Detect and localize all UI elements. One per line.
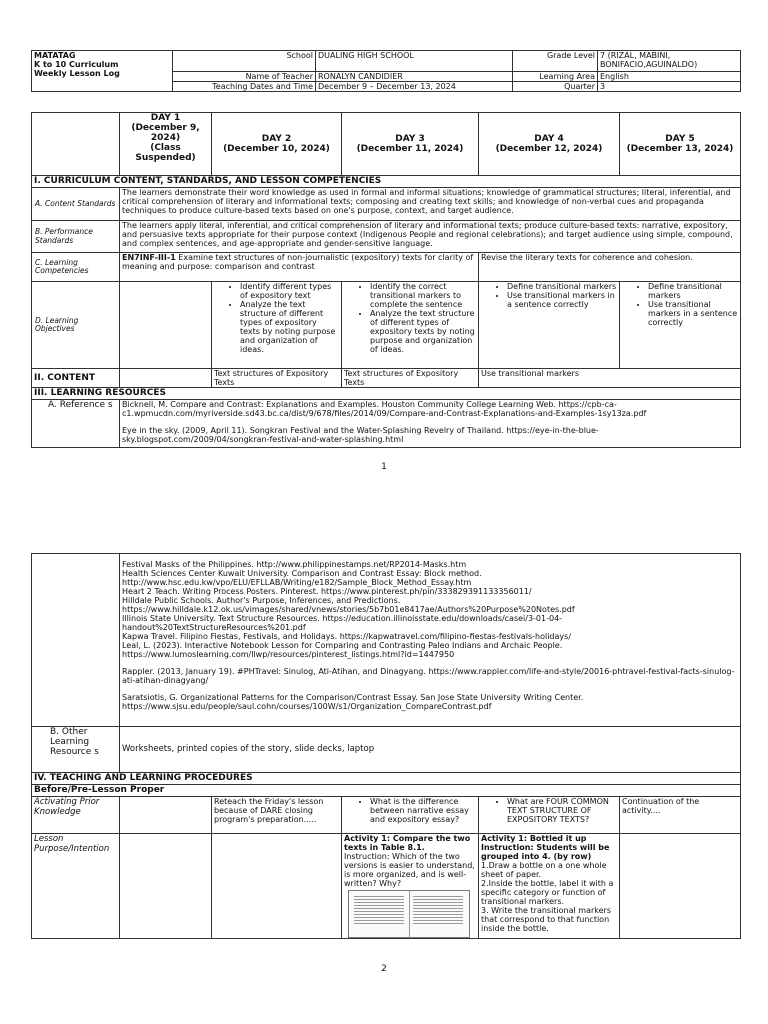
- references-label: A. Reference s: [32, 400, 120, 448]
- content-day45: Use transitional markers: [479, 369, 741, 388]
- list-item: • Analyze the text structure of different types of expository texts by noting purpose and organization of ideas.: [240, 300, 339, 354]
- dates-label: Teaching Dates and Time: [173, 82, 316, 92]
- list-item: • Identify different types of expository text: [240, 282, 339, 300]
- list-item: • Define transitional markers: [507, 282, 617, 291]
- purpose-day4: [479, 834, 620, 939]
- content-day2: Text structures of Expository Texts: [212, 369, 342, 388]
- activating-day2: Reteach the Friday's lesson because of DARE closing program's preparation.....: [212, 797, 342, 834]
- activating-day4: [479, 797, 620, 834]
- content-standards-text: The learners demonstrate their word knowledge as used in formal and informal situations; knowledge of grammatical structures; literal, inferential, and critical comprehension of literary and informational texts; composing and creating text skills; and knowledge of non-verbal cues and propaganda techniques to produce culture-based texts based on one's purpose, context, and target audience.: [120, 188, 741, 221]
- content-day1: [120, 369, 212, 388]
- section3-title: III. LEARNING RESOURCES: [32, 388, 741, 400]
- list-item: 1.Draw a bottle on a one whole sheet of paper.: [481, 861, 607, 879]
- blank-corner-cell: [32, 113, 120, 176]
- other-resources-text: Worksheets, printed copies of the story, slide decks, laptop: [120, 727, 741, 773]
- list-item: • Analyze the text structure of different types of expository texts by noting purpose and organization of ideas.: [370, 309, 476, 354]
- area-label: Learning Area: [513, 72, 598, 82]
- log-title: MATATAG K to 10 Curriculum Weekly Lesson Log: [32, 51, 173, 92]
- activating-day1: [120, 797, 212, 834]
- day4-header: DAY 4 (December 12, 2024): [479, 113, 620, 176]
- activity1-title: Activity 1: Compare the two texts in Table 8.1.: [344, 834, 471, 852]
- page-number-1: 1: [381, 462, 387, 472]
- lesson-log-table-page1: [31, 112, 741, 448]
- dates-value: December 9 – December 13, 2024: [316, 82, 513, 92]
- purpose-day1: [120, 834, 212, 939]
- references-label-cont: [32, 554, 120, 727]
- quarter-label: Quarter: [513, 82, 598, 92]
- grade-value: 7 (RIZAL, MABINI, BONIFACIO,AGUINALDO): [598, 51, 741, 72]
- day1-header: DAY 1 (December 9, 2024) (Class Suspended): [120, 113, 212, 176]
- header-table: [31, 50, 741, 92]
- day3-header: DAY 3 (December 11, 2024): [342, 113, 479, 176]
- content-day3: Text structures of Expository Texts: [342, 369, 479, 388]
- list-item: • Identify the correct transitional markers to complete the sentence: [370, 282, 476, 309]
- teacher-value: RONALYN CANDIDIER: [316, 72, 513, 82]
- competencies-label: C. Learning Competencies: [32, 253, 120, 282]
- teacher-label: Name of Teacher: [173, 72, 316, 82]
- quarter-value: 3: [598, 82, 741, 92]
- section4-subtitle: Before/Pre-Lesson Proper: [32, 785, 741, 797]
- performance-standards-label: B. Performance Standards: [32, 221, 120, 253]
- list-item: • Define transitional markers: [648, 282, 738, 300]
- performance-standards-text: The learners apply literal, inferential, and critical comprehension of literary and informational texts; produce culture-based texts: narrative, expository, and persuasive texts appropriate for their purpose context (Indigenous People and regional celebrations); and target audience using simple, compound, and complex sentences, and age-appropriate and gender-sensitive language.: [120, 221, 741, 253]
- objectives-day3: [342, 282, 479, 369]
- objectives-day5: [620, 282, 741, 369]
- lesson-log-table-page2: [31, 553, 741, 939]
- list-item: • What is the difference between narrative essay and expository essay?: [370, 797, 476, 824]
- bottled-activity-title: Activity 1: Bottled it up: [481, 834, 587, 843]
- day2-header: DAY 2 (December 10, 2024): [212, 113, 342, 176]
- activating-day3: [342, 797, 479, 834]
- section4-title: IV. TEACHING AND LEARNING PROCEDURES: [32, 773, 741, 785]
- content-standards-label: A. Content Standards: [32, 188, 120, 221]
- list-item: • What are FOUR COMMON TEXT STRUCTURE OF EXPOSITORY TEXTS?: [507, 797, 617, 824]
- list-item: 3. Write the transitional markers that correspond to that function inside the bottle.: [481, 906, 612, 933]
- area-value: English: [598, 72, 741, 82]
- bottled-activity-instruction: Instruction: Students will be grouped into 4. (by row): [481, 843, 610, 861]
- section1-title: I. CURRICULUM CONTENT, STANDARDS, AND LESSON COMPETENCIES: [32, 176, 741, 188]
- activating-label: Activating Prior Knowledge: [32, 797, 120, 834]
- school-value: DUALING HIGH SCHOOL: [316, 51, 513, 72]
- competency-desc: Examine text structures of non-journalistic (expository) texts for clarity of meaning and purpose: comparison and contrast: [122, 253, 474, 271]
- purpose-day3: [342, 834, 479, 939]
- table-8-1-thumbnail: [348, 890, 470, 938]
- activity1-instruction: Instruction: Which of the two versions is easier to understand, is more organized, and is well-written? Why?: [344, 852, 475, 888]
- objectives-day1: [120, 282, 212, 369]
- objectives-day4: [479, 282, 620, 369]
- school-label: School: [173, 51, 316, 72]
- purpose-day2: [212, 834, 342, 939]
- other-resources-label: B. Other Learning Resource s: [32, 727, 120, 773]
- competencies-text: [120, 253, 479, 282]
- list-item: • Use transitional markers in a sentence correctly: [648, 300, 738, 327]
- list-item: 2.Inside the bottle, label it with a specific category or function of transitional markers.: [481, 879, 614, 906]
- list-item: • Use transitional markers in a sentence correctly: [507, 291, 617, 309]
- section2-title: II. CONTENT: [32, 369, 120, 388]
- references-text-page2: Festival Masks of the Philippines. http://www.philippinestamps.net/RP2014-Masks.htm Health Sciences Center Kuwait University. Comparison and Contrast Essay: Block method. http://www.hsc.edu.kw/vpo/ELU/EFLLAB/Writing/e182/Sample_Block_Method_Essay.htm Heart 2 Teach. Writing Process Posters. Pinterest. https://www.pinterest.ph/pin/333829391133356011/ Hilldale Public Schools. Author's Purpose, Inferences, and Predictions. https://www.hilldale.k12.ok.us/vimages/shared/vnews/stories/5b7b01e8417ae/Authors%20Purpose%20Notes.pdf Illinois State University. Text Structure Resources. https://education.illinoisstate.edu/downloads/casei/3-01-04-handout%20TextStructureResources%201.pdf Kapwa Travel. Filipino Fiestas, Festivals, and Holidays. https://kapwatravel.com/filipino-fiestas-festivals-holidays/ Leal, L. (2023). Interactive Notebook Lesson for Comparing and Contrasting Paleo Indians and Archaic People. https://www.lumoslearning.com/llwp/resources/pinterest_listings.html?id=1447950 Rappler. (2013, January 19). #PHTravel: Sinulog, Ati-Atihan, and Dinagyang. https://www.rappler.com/life-and-style/20016-phtravel-festival-facts-sinulog-ati-atihan-dinagyang/ Saratsiotis, G. Organizational Patterns for the Comparison/Contrast Essay. San Jose State University Writing Center. https://www.sjsu.edu/people/saul.cohn/courses/100W/s1/Organization_CompareContrast.pdf: [120, 554, 741, 727]
- purpose-label: Lesson Purpose/Intention: [32, 834, 120, 939]
- objectives-day2: [212, 282, 342, 369]
- day5-header: DAY 5 (December 13, 2024): [620, 113, 741, 176]
- objectives-label: D. Learning Objectives: [32, 282, 120, 369]
- references-text-page1: Bicknell, M. Compare and Contrast: Explanations and Examples. Houston Community College Learning Web. https://cpb-ca-c1.wpmucdn.com/myriverside.sd43.bc.ca/dist/9/678/files/2014/09/Compare-and-Contrast-Explanations-and-Examples-1sy13za.pdf Eye in the sky. (2009, April 11). Songkran Festival and the Water-Splashing Revelry of Thailand. https://eye-in-the-blue-sky.blogspot.com/2009/04/songkran-festival-and-water-splashing.html: [120, 400, 741, 448]
- competencies-right-text: Revise the literary texts for coherence and cohesion.: [479, 253, 741, 282]
- activating-day5: Continuation of the activity....: [620, 797, 741, 834]
- page-number-2: 2: [381, 964, 387, 974]
- grade-label: Grade Level: [513, 51, 598, 72]
- competency-code: EN7INF-III-1: [122, 253, 176, 262]
- purpose-day5: [620, 834, 741, 939]
